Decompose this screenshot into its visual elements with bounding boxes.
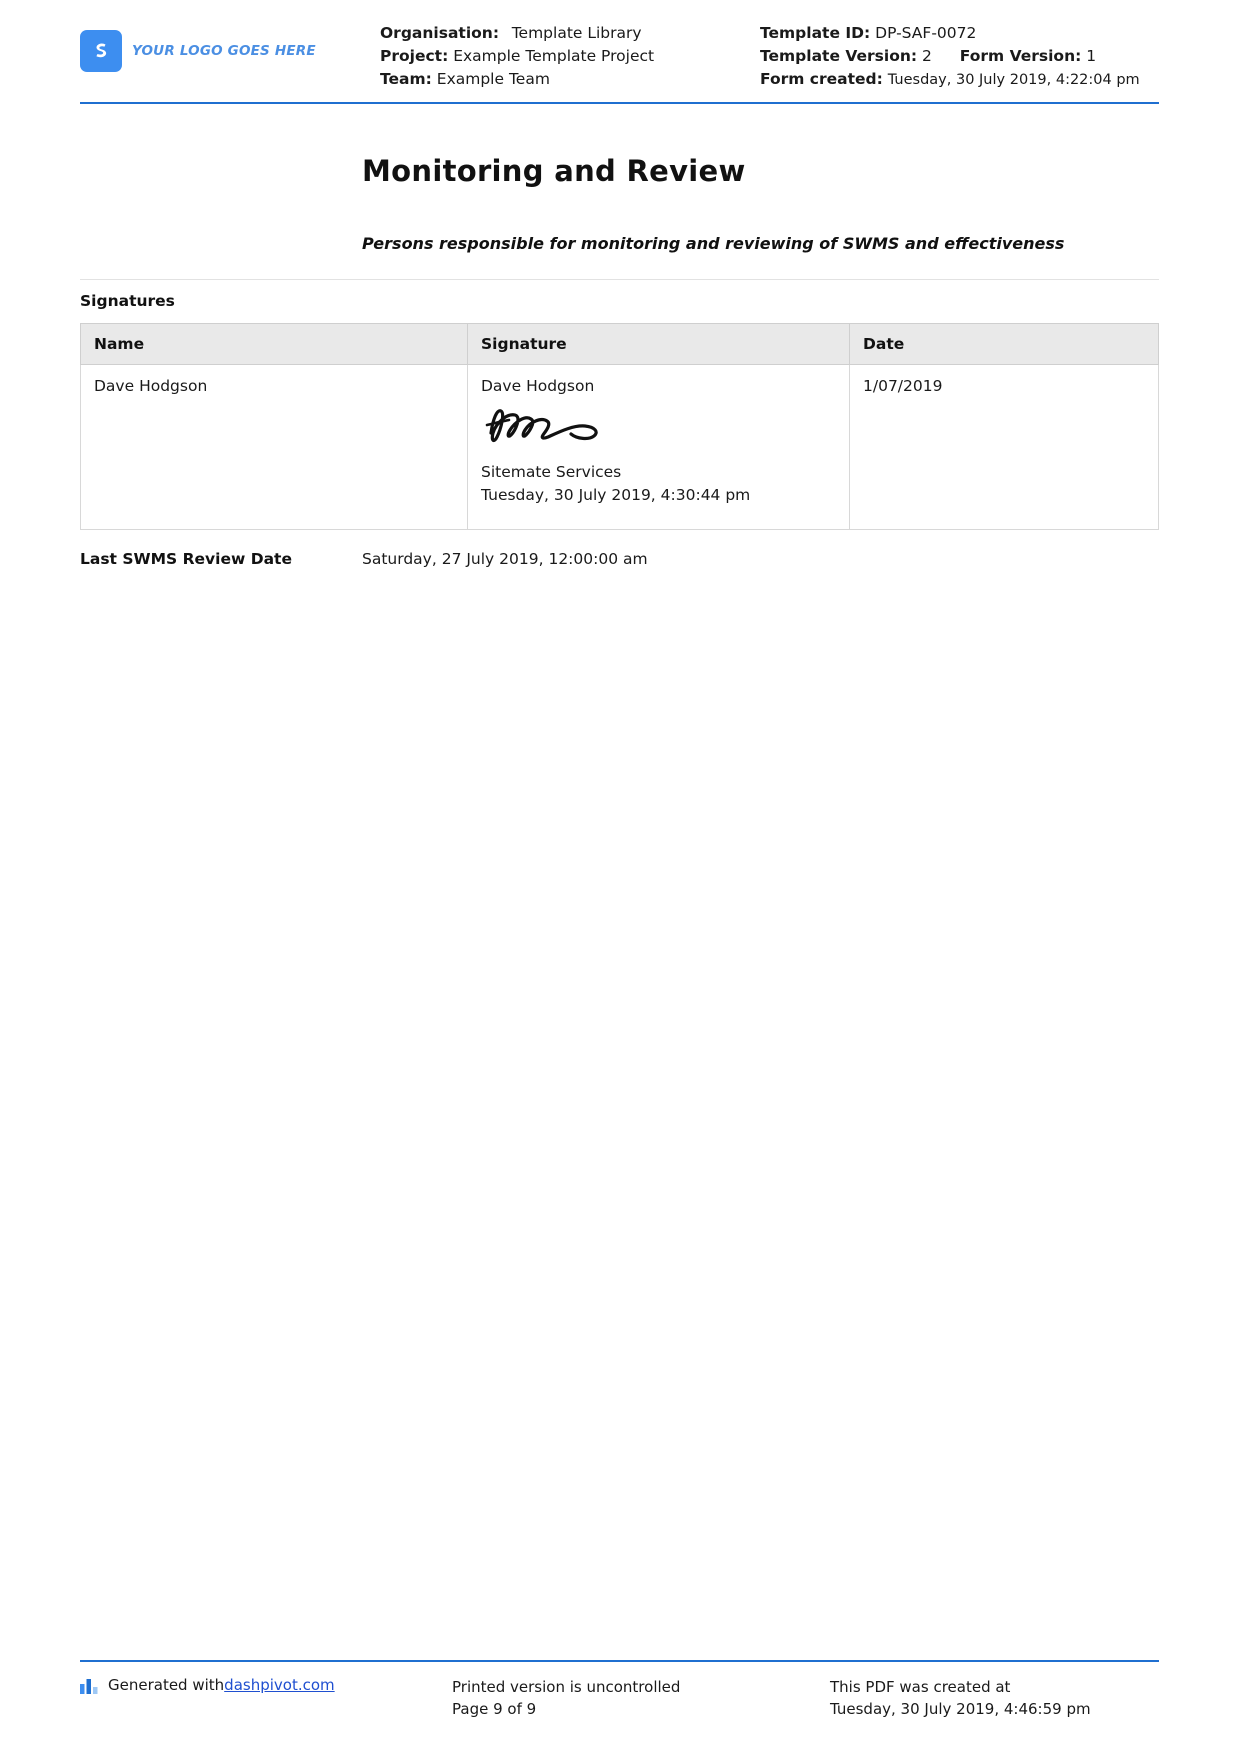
dashpivot-link[interactable]: dashpivot.com — [224, 1676, 335, 1694]
cell-date: 1/07/2019 — [850, 365, 1159, 530]
template-version-label: Template Version: — [760, 47, 918, 65]
project-label: Project: — [380, 47, 449, 65]
footer-generated-block — [80, 1676, 452, 1720]
last-review-value: Saturday, 27 July 2019, 12:00:00 am — [362, 550, 648, 568]
logo-text: YOUR LOGO GOES HERE — [132, 43, 316, 59]
organisation-label: Organisation: — [380, 24, 500, 42]
signature-timestamp: Tuesday, 30 July 2019, 4:30:44 pm — [481, 486, 751, 504]
project-value: Example Template Project — [453, 47, 655, 65]
form-version-value: 1 — [1086, 47, 1097, 65]
handwritten-signature-icon — [481, 399, 836, 451]
column-header-signature: Signature — [468, 324, 850, 365]
sitemate-logo-icon — [80, 30, 122, 72]
footer-uncontrolled-text: Printed version is uncontrolled — [452, 1678, 681, 1696]
project-line — [380, 45, 760, 68]
section-divider — [80, 279, 1159, 280]
logo-block — [80, 22, 380, 72]
footer-divider — [80, 1660, 1159, 1662]
footer-print-block — [452, 1676, 830, 1720]
form-created-value: Tuesday, 30 July 2019, 4:22:04 pm — [887, 72, 1140, 88]
template-version-value: 2 — [922, 47, 932, 65]
footer-generated-text: Generated with — [108, 1676, 225, 1694]
header-divider — [80, 102, 1159, 104]
template-id-label: Template ID: — [760, 24, 871, 42]
footer-created-label: This PDF was created at — [830, 1678, 1011, 1696]
page-title: Monitoring and Review — [362, 154, 746, 188]
last-review-row — [80, 550, 1159, 568]
page-subtitle: Persons responsible for monitoring and reviewing of SWMS and effectiveness — [362, 234, 1065, 253]
table-header-row — [81, 324, 1159, 365]
cell-signature — [468, 365, 850, 530]
cell-name: Dave Hodgson — [81, 365, 468, 530]
footer-created-timestamp: Tuesday, 30 July 2019, 4:46:59 pm — [830, 1700, 1091, 1718]
organisation-value: Template Library — [503, 24, 642, 42]
form-created-label: Form created: — [760, 70, 883, 88]
document-footer — [0, 1660, 1239, 1720]
signature-name: Dave Hodgson — [481, 377, 595, 395]
version-line — [760, 45, 1159, 68]
team-value: Example Team — [436, 70, 550, 88]
header-meta-right — [760, 22, 1159, 92]
bar-chart-icon — [80, 1676, 100, 1694]
template-id-line — [760, 22, 1159, 45]
column-header-date: Date — [850, 324, 1159, 365]
team-line — [380, 68, 760, 91]
column-header-name: Name — [81, 324, 468, 365]
team-label: Team: — [380, 70, 432, 88]
form-created-line — [760, 68, 1159, 92]
document-header — [0, 0, 1239, 92]
organisation-line — [380, 22, 760, 45]
footer-created-block — [830, 1676, 1159, 1720]
signatures-section-label: Signatures — [80, 292, 175, 310]
signatures-table — [80, 323, 1159, 530]
footer-page-number: Page 9 of 9 — [452, 1700, 537, 1718]
signature-company: Sitemate Services — [481, 463, 622, 481]
template-id-value: DP-SAF-0072 — [875, 24, 977, 42]
last-review-label: Last SWMS Review Date — [80, 550, 292, 568]
table-row — [81, 365, 1159, 530]
header-meta-left — [380, 22, 760, 91]
form-version-label: Form Version: — [959, 47, 1082, 65]
